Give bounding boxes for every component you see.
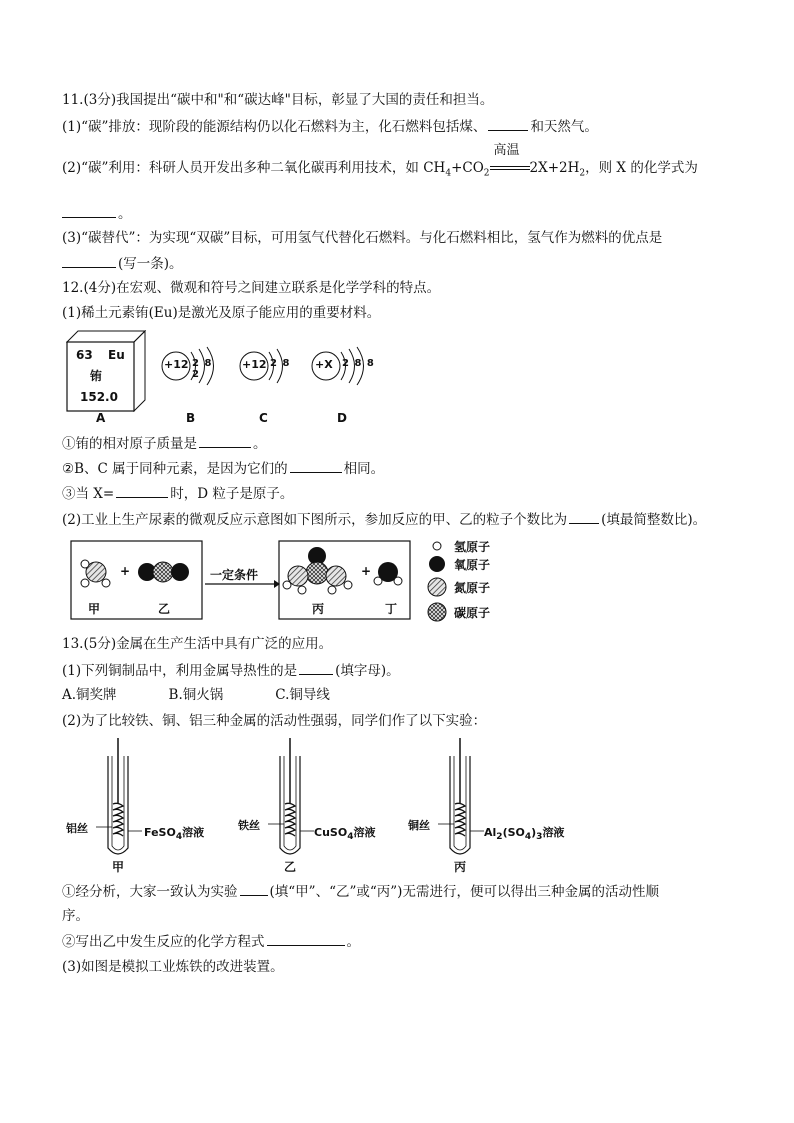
q12-sub1: ①铕的相对原子质量是 。: [62, 436, 267, 452]
element-symbol: Eu: [108, 348, 125, 362]
q13-sub1-cont: 序。: [62, 908, 89, 924]
test-tube-yi: [238, 738, 388, 872]
answer-blank[interactable]: [569, 510, 599, 524]
reaction-condition: 高温: [490, 158, 530, 172]
option-c[interactable]: C.铜导线: [275, 687, 330, 703]
test-tube-bing: [408, 738, 578, 872]
answer-blank[interactable]: [62, 254, 116, 268]
solution-label: CuSO$_4$溶液: [314, 826, 376, 843]
atom-legend: [426, 538, 516, 630]
label-b: B: [186, 411, 196, 425]
answer-blank[interactable]: [116, 484, 168, 498]
element-name: 铕: [90, 369, 103, 383]
q11-part2: (2)“碳”利用：科研人员开发出多种二氧化碳再利用技术，如 $CH_4+CO_2$ 高温 $2X+2H_2$，则 X 的化学式为: [62, 143, 698, 179]
answer-blank[interactable]: [199, 434, 251, 448]
solution-label: FeSO$_4$溶液: [144, 826, 205, 843]
q13-sub2: ②写出乙中发生反应的化学方程式 。: [62, 934, 360, 950]
q13-part2: (2)为了比较铁、铜、铝三种金属的活动性强弱，同学们作了以下实验：: [62, 713, 487, 729]
legend-symbols: [426, 538, 448, 630]
q11-title: 11.(3分)我国提出“碳中和"和“碳达峰"目标，彰显了大国的责任和担当。: [62, 92, 494, 108]
q11-part3-answer: (写一条)。: [62, 254, 183, 273]
answer-blank[interactable]: [290, 459, 342, 473]
atomic-mass: 152.0: [80, 390, 118, 404]
wire-label: 铁丝: [238, 819, 260, 832]
wire-label: 铝丝: [66, 822, 88, 835]
label-d: D: [337, 411, 347, 425]
q13-sub1: ①经分析，大家一致认为实验 (填“甲”、“乙”或“丙”)无需进行，便可以得出三种金属的活动性顺: [62, 884, 659, 900]
legend-carbon: 碳原子: [454, 606, 491, 620]
legend-hydrogen: 氢原子: [454, 540, 491, 554]
q12-part1: (1)稀土元素铕(Eu)是激光及原子能应用的重要材料。: [62, 305, 381, 321]
label-c: C: [259, 411, 268, 425]
answer-blank[interactable]: [299, 661, 333, 675]
solution-label: $Al_2(SO_4)_3$溶液: [484, 826, 565, 843]
answer-blank[interactable]: [240, 882, 268, 896]
element-cell-eu: [66, 330, 146, 412]
answer-blank[interactable]: [62, 204, 116, 218]
atom-diagram-b: +12 2 8 2: [160, 344, 224, 388]
q12-sub3: ③当 X= 时，D 粒子是原子。: [62, 486, 294, 502]
q13-title: 13.(5分)金属在生产生活中具有广泛的应用。: [62, 636, 333, 652]
legend-nitrogen: 氮原子: [454, 581, 491, 595]
test-tube-jia: [66, 738, 216, 872]
reaction-condition: 一定条件: [210, 568, 259, 582]
q11-part1: (1)“碳”排放：现阶段的能源结构仍以化石燃料为主，化石燃料包括煤、 和天然气。: [62, 119, 598, 135]
atom-diagram-d: +X 2 8 8: [310, 344, 376, 388]
legend-oxygen: 氧原子: [454, 558, 491, 572]
answer-blank[interactable]: [267, 932, 345, 946]
tube-svg: [66, 738, 216, 872]
tube-svg: [408, 738, 578, 872]
wire-label: 铜丝: [408, 819, 430, 832]
answer-blank[interactable]: [488, 117, 528, 131]
q12-title: 12.(4分)在宏观、微观和符号之间建立联系是化学学科的特点。: [62, 280, 441, 296]
atomic-number: 63: [76, 348, 93, 362]
q13-part3: (3)如图是模拟工业炼铁的改进装置。: [62, 959, 284, 975]
tube-label: 甲: [112, 860, 125, 874]
atom-diagram-c: +12 2 8: [238, 344, 294, 388]
q11-part3: (3)“碳替代”：为实现“双碳”目标，可用氢气代替化石燃料。与化石燃料相比，氢气作为燃料的优点是: [62, 230, 663, 246]
q12-part2: (2)工业上生产尿素的微观反应示意图如下图所示，参加反应的甲、乙的粒子个数比为 (填最简整数比)。: [62, 512, 707, 528]
option-a[interactable]: A.铜奖牌: [62, 687, 117, 703]
tube-label: 乙: [284, 860, 297, 874]
tube-svg: [238, 738, 388, 872]
q11-part2-answer: 。: [62, 204, 132, 223]
q13-part1: (1)下列铜制品中，利用金属导热性的是 (填字母)。: [62, 663, 400, 679]
tube-label: 丙: [454, 860, 467, 874]
q13-options: [62, 686, 330, 704]
option-b[interactable]: B.铜火锅: [168, 687, 224, 703]
reaction-diagram: + + 一定条件 甲 乙 丙 丁: [70, 540, 510, 624]
q12-sub2: ②B、C 属于同种元素，是因为它们的 相同。: [62, 461, 385, 477]
label-a: A: [96, 411, 106, 425]
